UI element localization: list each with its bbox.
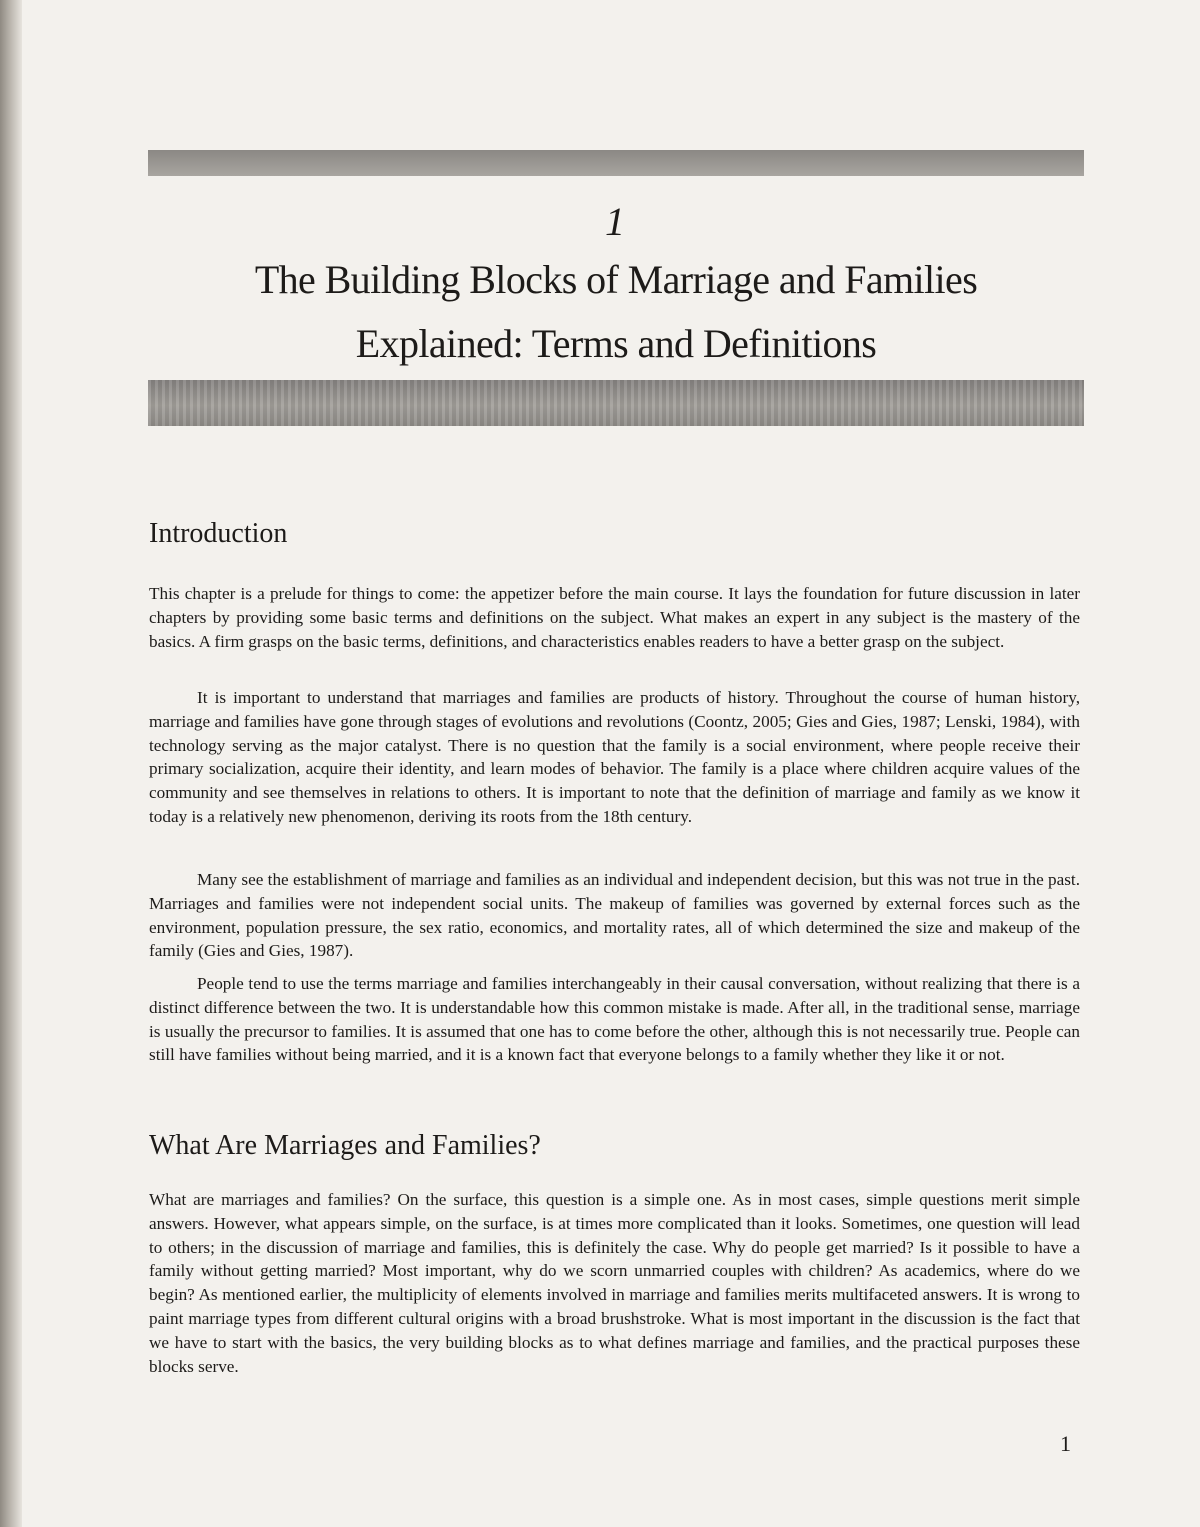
intro-paragraph-2: It is important to understand that marriages and families are products of history. Throughout the course of human history, marriage and families have gone through stages of evolutions and revolutions (Coontz, 2005; Gies and Gies, 1987; Lenski, 1984), with technology serving as the major catalyst. There is no question that the family is a social environment, where people receive their primary socialization, acquire their identity, and learn modes of behavior. The family is a place where children acquire values of the community and see themselves in relations to others. It is important to note that the definition of marriage and family as we know it today is a relatively new phenomenon, deriving its roots from the 18th century. bbox=[149, 688, 1080, 826]
chapter-title bbox=[148, 248, 1084, 376]
intro-paragraph-1: This chapter is a prelude for things to come: the appetizer before the main course. It lays the foundation for future discussion in later chapters by providing some basic terms and definitions on the subject. What makes an expert in any subject is the mastery of the basics. A firm grasps on the basic terms, definitions, and characteristics enables readers to have a better grasp on the subject. bbox=[149, 584, 1080, 651]
intro-paragraph-4: People tend to use the terms marriage and families interchangeably in their causal conversation, without realizing that there is a distinct difference between the two. It is understandable how this common mistake is made. After all, in the traditional sense, marriage is usually the precursor to families. It is assumed that one has to come before the other, although this is not necessarily true. People can still have families without being married, and it is a known fact that everyone belongs to a family whether they like it or not. bbox=[149, 974, 1080, 1065]
section-heading-marriages-families: What Are Marriages and Families? bbox=[149, 1130, 541, 1161]
chapter-header-bottom-bar bbox=[148, 380, 1084, 426]
section-heading-introduction: Introduction bbox=[149, 518, 288, 549]
page-number: 1 bbox=[1060, 1431, 1071, 1456]
marriages-families-paragraph-1: What are marriages and families? On the surface, this question is a simple one. As in most cases, simple questions merit simple answers. However, what appears simple, on the surface, is at times more complicated than it looks. Sometimes, one question will lead to others; in the discussion of marriage and families, this is definitely the case. Why do people get married? Is it possible to have a family without getting married? Most important, why do we scorn unmarried couples with children? As academics, where do we begin? As mentioned earlier, the multiplicity of elements involved in marriage and families merits multifaceted answers. It is wrong to paint marriage types from different cultural origins with a broad brushstroke. What is most important in the discussion is the fact that we have to start with the basics, the very building blocks as to what defines marriage and families, and the practical purposes these blocks serve. bbox=[149, 1190, 1080, 1376]
intro-paragraph-3: Many see the establishment of marriage and families as an individual and independent decision, but this was not true in the past. Marriages and families were not independent social units. The makeup of families was governed by external forces such as the environment, population pressure, the sex ratio, economics, and mortality rates, all of which determined the size and makeup of the family (Gies and Gies, 1987). bbox=[149, 870, 1080, 961]
chapter-title-line-1: The Building Blocks of Marriage and Families bbox=[254, 257, 978, 302]
chapter-header-top-bar bbox=[148, 150, 1084, 176]
chapter-number: 1 bbox=[605, 199, 625, 244]
chapter-title-line-2: Explained: Terms and Definitions bbox=[355, 321, 877, 366]
